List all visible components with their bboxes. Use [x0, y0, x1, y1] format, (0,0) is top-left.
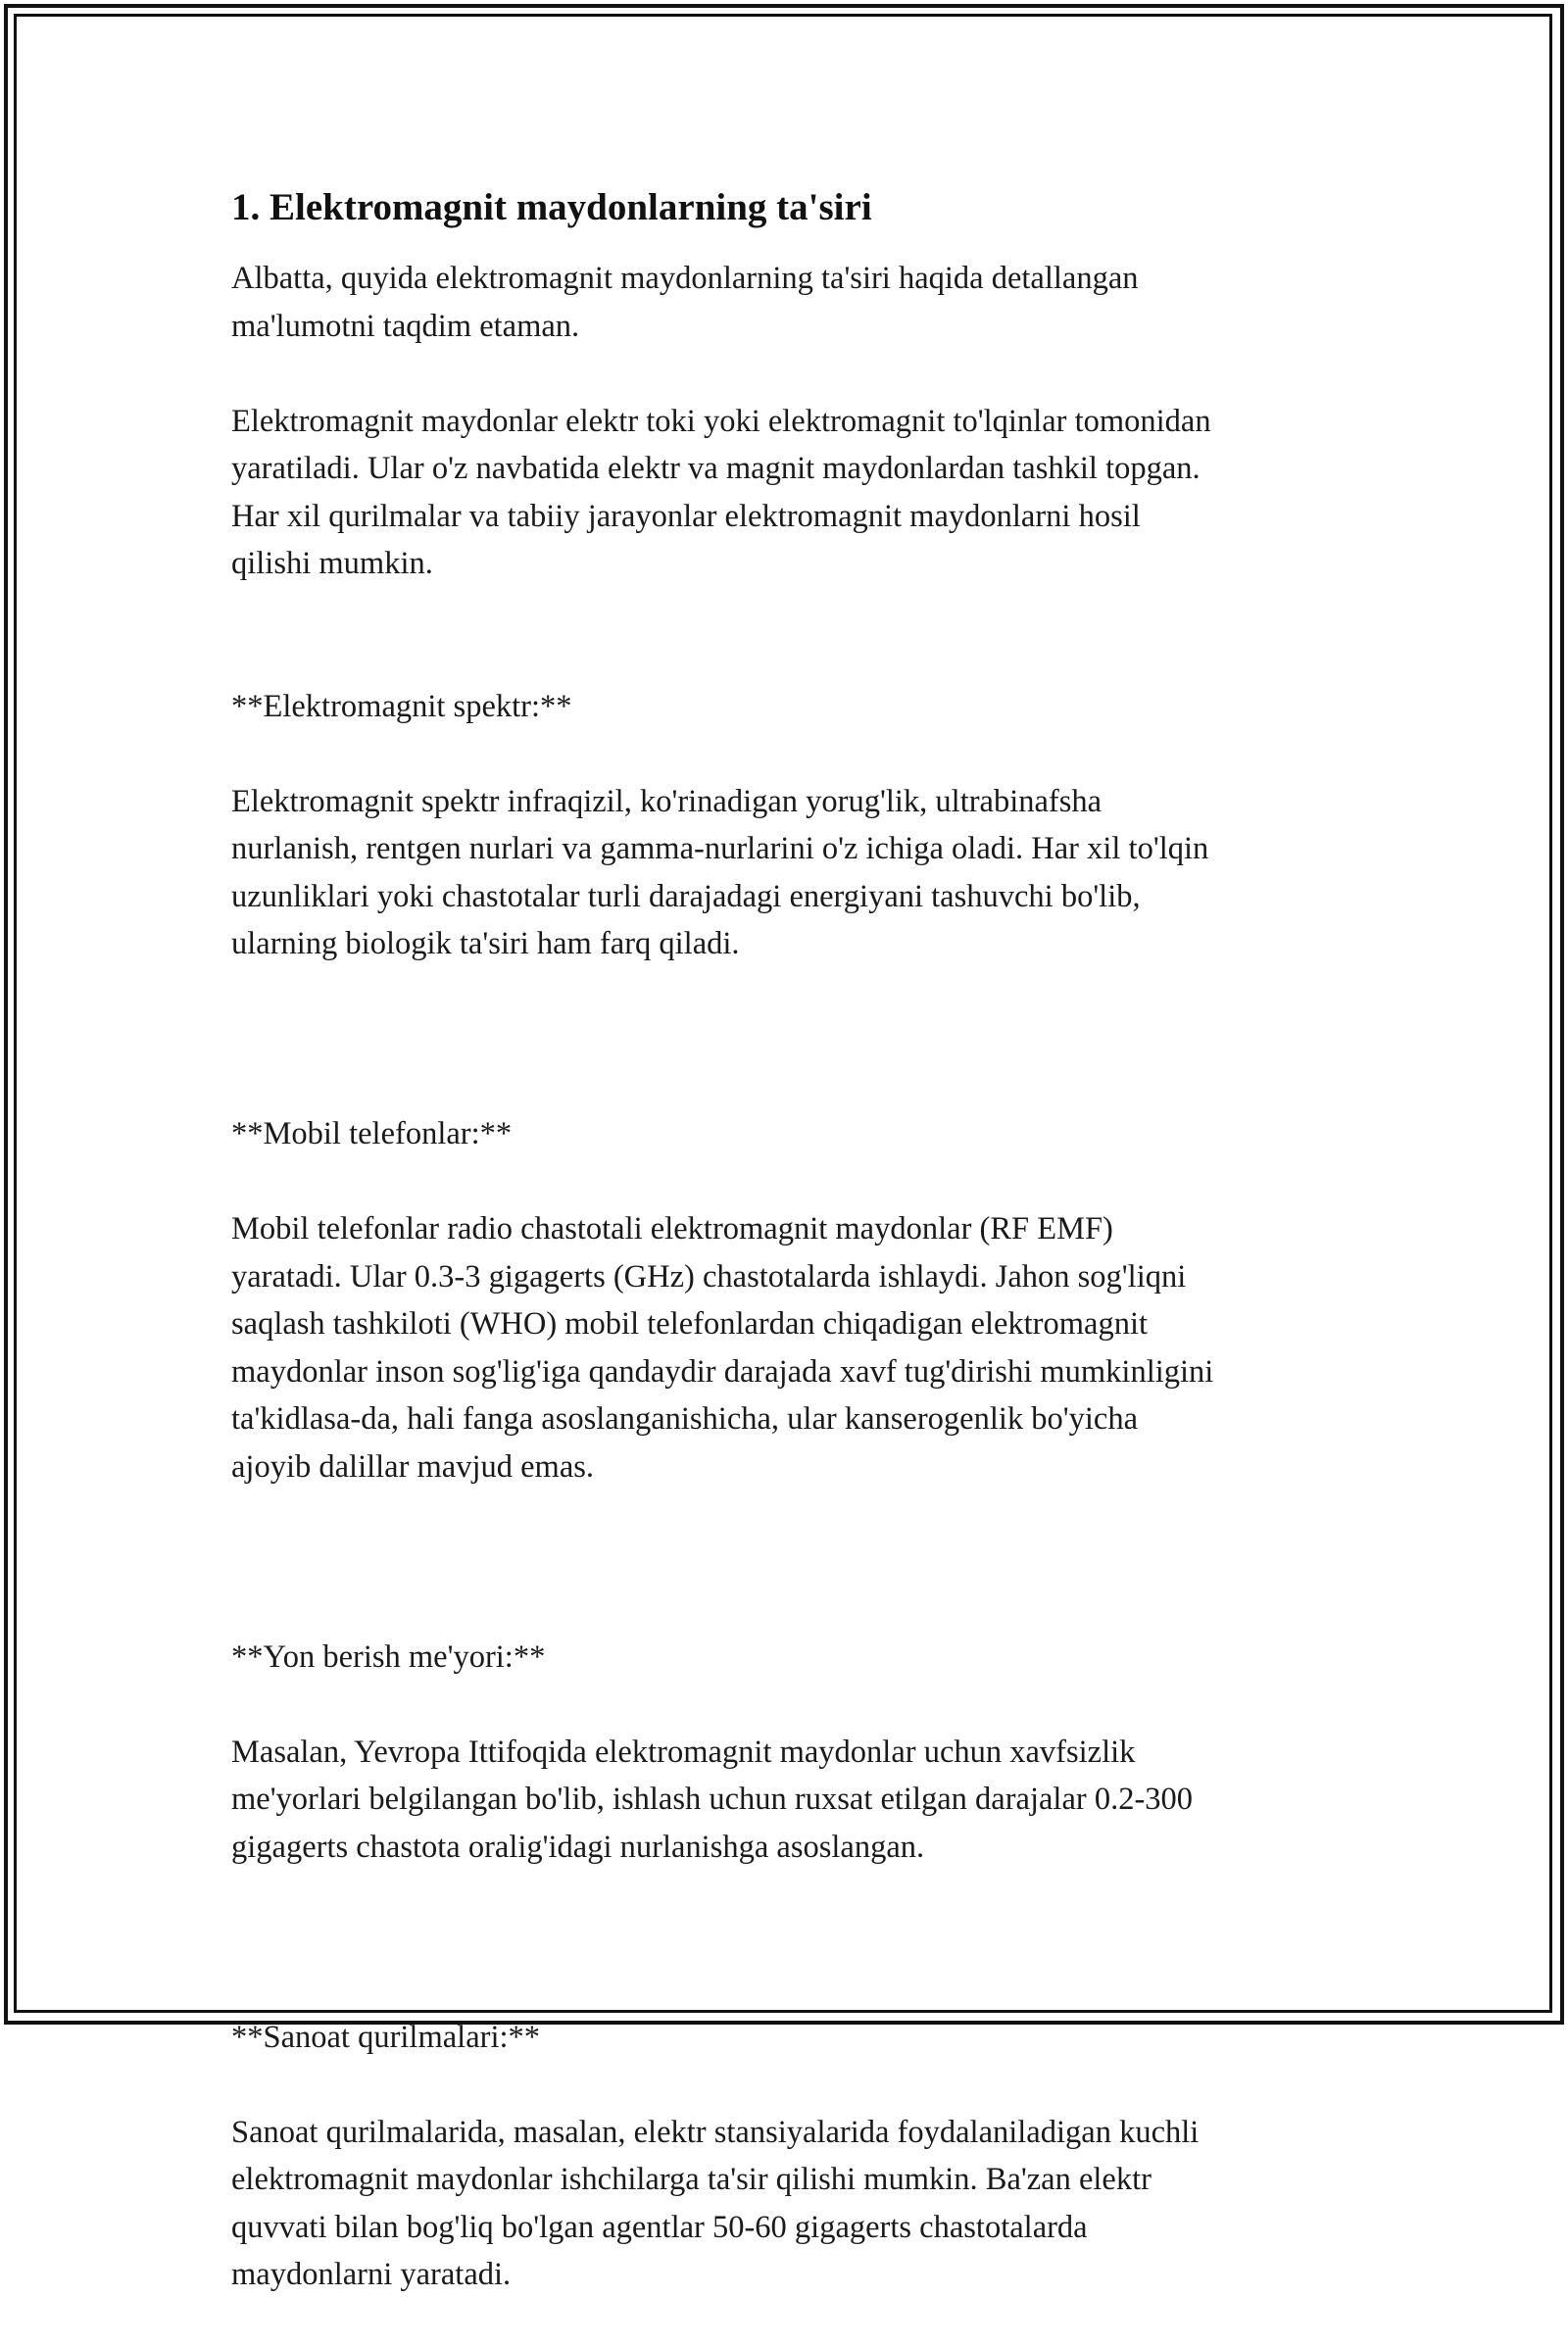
section-body: Sanoat qurilmalarida, masalan, elektr stansiyalarida foydalaniladigan kuchli elektromagnit maydonlar ishchilarga ta'sir qilishi mumkin. Ba'zan elektr quvvati bilan bog'liq bo'lgan agentlar 50-60 gigagerts chastotalarda maydonlarni yaratadi.: [231, 2114, 1200, 2292]
section-exposure-limits: [231, 1586, 1358, 1919]
page-title: 1. Elektromagnit maydonlarning ta'siri: [231, 186, 872, 228]
section-mobile-phones: [231, 1063, 1358, 1539]
section-spectrum: [231, 635, 1358, 1015]
section-heading: **Sanoat qurilmalari:**: [231, 2019, 541, 2055]
section-body: Mobil telefonlar radio chastotali elektromagnit maydonlar (RF EMF) yaratadi. Ular 0.3-3 gigagerts (GHz) chastotalarda ishlaydi. Jahon sog'liqni saqlash tashkiloti (WHO) mobil telefonlardan chiqadigan elektromagnit maydonlar inson sog'lig'iga qandaydir darajada xavf tug'dirishi mumkinligini ta'kidlasa-da, hali fanga asoslanganishicha, ular kanserogenlik bo'yicha ajoyib dalillar mavjud emas.: [231, 1211, 1214, 1485]
section-heading: **Mobil telefonlar:**: [231, 1116, 513, 1151]
overview-paragraph: Elektromagnit maydonlar elektr toki yoki elektromagnit to'lqinlar tomonidan yaratiladi. Ular o'z navbatida elektr va magnit maydonlardan tashkil topgan. Har xil qurilmalar va tabiiy jarayonlar elektromagnit maydonlarni hosil qilishi mumkin.: [231, 403, 1211, 581]
section-body: Masalan, Yevropa Ittifoqida elektromagnit maydonlar uchun xavfsizlik me'yorlari belgilangan bo'lib, ishlash uchun ruxsat etilgan darajalar 0.2-300 gigagerts chastota oralig'idagi nurlanishga asoslangan.: [231, 1734, 1194, 1865]
section-heading: **Yon berish me'yori:**: [231, 1638, 546, 1675]
intro-paragraph: Albatta, quyida elektromagnit maydonlarning ta'siri haqida detallangan ma'lumotni taqdim etaman.: [231, 261, 1139, 344]
section-industrial-devices: [231, 1966, 1358, 2346]
section-body: Elektromagnit spektr infraqizil, ko'rinadigan yorug'lik, ultrabinafsha nurlanish, rentgen nurlari va gamma-nurlarini o'z ichiga oladi. Har xil to'lqin uzunliklari yoki chastotalar turli darajadagi energiyani tashuvchi bo'lib, ularning biologik ta'siri ham farq qiladi.: [231, 783, 1209, 961]
section-heading: **Elektromagnit spektr:**: [231, 688, 572, 724]
document-body: [231, 182, 1358, 2346]
